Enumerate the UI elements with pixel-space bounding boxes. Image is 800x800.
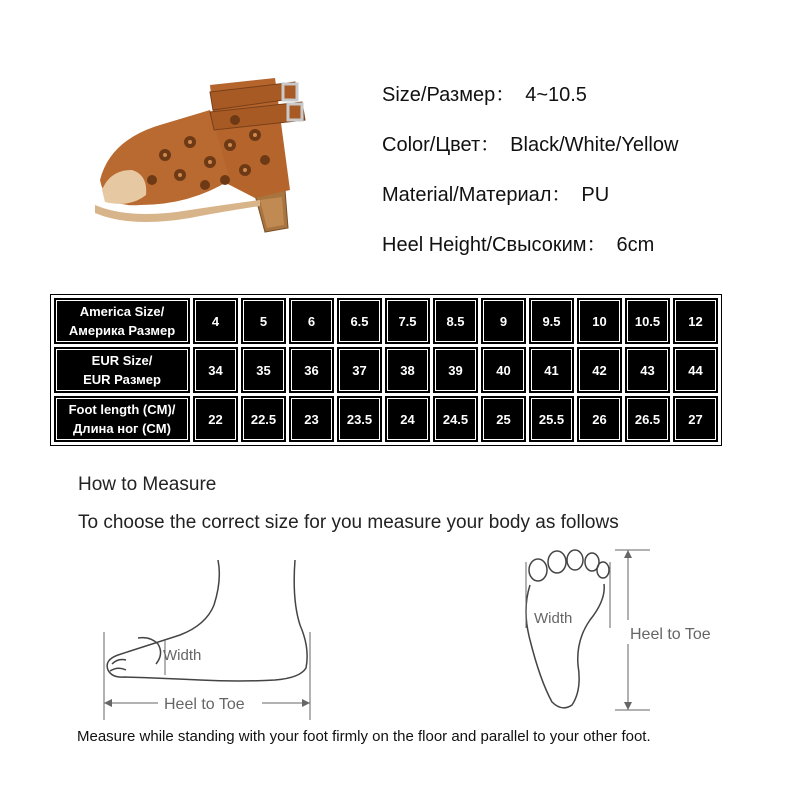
howto-subtitle: To choose the correct size for you measure your body as follows xyxy=(78,512,619,533)
side-foot-icon xyxy=(107,560,307,681)
size-cell: 40 xyxy=(481,347,526,393)
spec-size xyxy=(382,80,782,130)
size-row-header xyxy=(54,347,190,393)
size-cell: 24 xyxy=(385,396,430,442)
size-cell: 25 xyxy=(481,396,526,442)
size-cell: 34 xyxy=(193,347,238,393)
size-table-row xyxy=(54,347,718,393)
size-cell: 10 xyxy=(577,298,622,344)
size-cell: 23.5 xyxy=(337,396,382,442)
spec-label: Material/Материал： xyxy=(382,184,572,206)
row-header-line: EUR Размер xyxy=(83,372,161,387)
size-table-row xyxy=(54,298,718,344)
size-cell: 6.5 xyxy=(337,298,382,344)
size-cell: 25.5 xyxy=(529,396,574,442)
spec-label: Size/Размер： xyxy=(382,84,516,106)
spec-value: 4~10.5 xyxy=(525,84,587,106)
row-header-line: Длина ног (CM) xyxy=(73,421,171,436)
size-cell: 22 xyxy=(193,396,238,442)
size-cell: 6 xyxy=(289,298,334,344)
size-cell: 37 xyxy=(337,347,382,393)
spec-heel-height xyxy=(382,230,782,280)
foot-measure-illustration xyxy=(0,540,800,725)
size-cell: 22.5 xyxy=(241,396,286,442)
side-width-label: Width xyxy=(163,647,202,664)
top-foot-icon xyxy=(526,550,609,708)
size-cell: 24.5 xyxy=(433,396,478,442)
size-cell: 4 xyxy=(193,298,238,344)
size-table-row xyxy=(54,396,718,442)
size-cell: 41 xyxy=(529,347,574,393)
row-header-line: Америка Размер xyxy=(68,323,176,338)
size-chart-table xyxy=(50,294,722,446)
spec-material xyxy=(382,180,782,230)
size-row-header xyxy=(54,298,190,344)
size-cell: 5 xyxy=(241,298,286,344)
size-cell: 12 xyxy=(673,298,718,344)
size-cell: 8.5 xyxy=(433,298,478,344)
spec-label: Heel Height/Свысоким： xyxy=(382,234,607,256)
size-cell: 9 xyxy=(481,298,526,344)
spec-value: Black/White/Yellow xyxy=(510,134,679,156)
size-cell: 42 xyxy=(577,347,622,393)
size-cell: 26.5 xyxy=(625,396,670,442)
spec-label: Color/Цвет： xyxy=(382,134,501,156)
product-image xyxy=(70,30,330,270)
size-cell: 36 xyxy=(289,347,334,393)
size-cell: 44 xyxy=(673,347,718,393)
row-header-line: America Size/ xyxy=(79,304,165,319)
row-header-line: Foot length (CM)/ xyxy=(68,402,176,417)
spec-value: PU xyxy=(581,184,610,206)
size-cell: 43 xyxy=(625,347,670,393)
size-cell: 26 xyxy=(577,396,622,442)
size-cell: 10.5 xyxy=(625,298,670,344)
size-cell: 38 xyxy=(385,347,430,393)
size-cell: 7.5 xyxy=(385,298,430,344)
spec-color xyxy=(382,130,782,180)
size-cell: 23 xyxy=(289,396,334,442)
size-cell: 27 xyxy=(673,396,718,442)
top-length-label: Heel to Toe xyxy=(630,626,711,643)
row-header-line: EUR Size/ xyxy=(91,353,153,368)
size-cell: 39 xyxy=(433,347,478,393)
size-row-header xyxy=(54,396,190,442)
product-specs xyxy=(382,80,782,280)
size-cell: 9.5 xyxy=(529,298,574,344)
howto-title: How to Measure xyxy=(78,474,217,495)
spec-value: 6cm xyxy=(616,234,655,256)
size-cell: 35 xyxy=(241,347,286,393)
measure-instruction: Measure while standing with your foot firmly on the floor and parallel to your other foot. xyxy=(77,728,651,745)
top-width-label: Width xyxy=(534,610,573,627)
side-length-label: Heel to Toe xyxy=(164,696,245,713)
